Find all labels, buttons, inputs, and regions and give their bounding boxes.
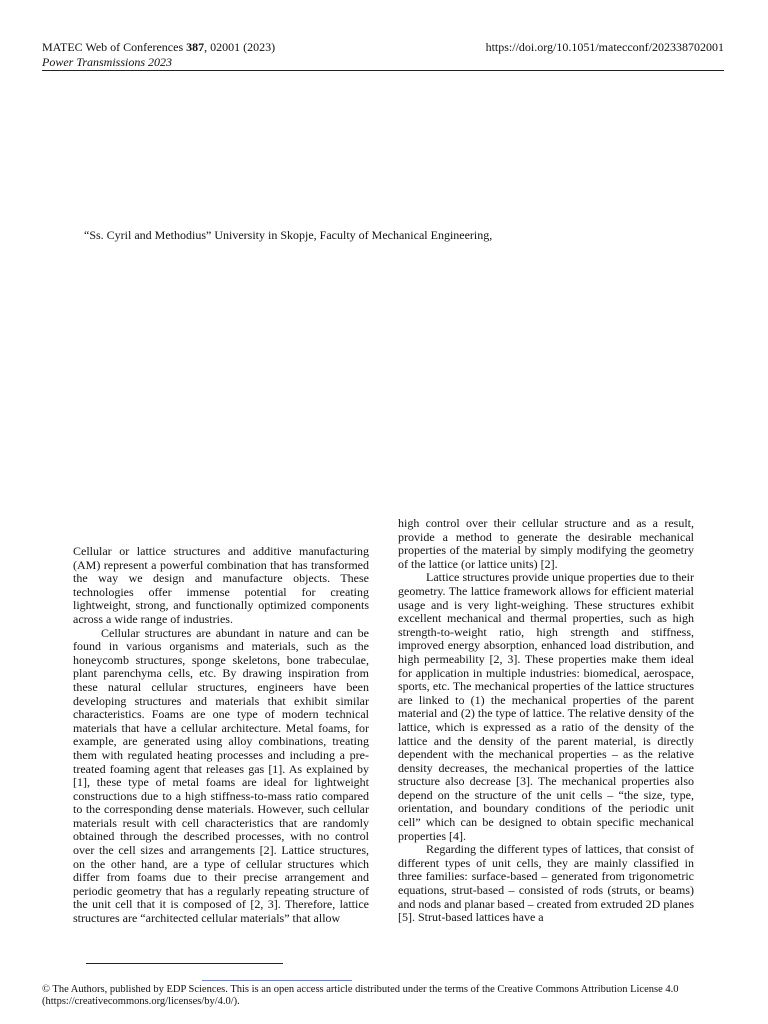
article-number: , 02001 (2023) xyxy=(204,40,276,54)
license-notice xyxy=(42,984,724,1008)
paragraph: Lattice structures provide unique properties due to their geometry. The lattice framework allows for efficient material usage and is very light-weighing. These structures exhibit excellent mechanical and thermal properties, such as high strength-to-weight ratio, high strength and stiffness, improved energy absorption, enhanced load distribution, and high permeability [2, 3]. These properties make them ideal for application in multiple industries: biomedical, aerospace, sports, etc. The mechanical properties of the lattice structures are linked to (1) the mechanical properties of the parent material and (2) the type of lattice. The relative density of the lattice, which is expressed as a ratio of the density of the lattice and the density of the parent material, is directly dependent with the mechanical properties – as the relative density decreases, the mechanical properties of the lattice structure also decrease [3]. The mechanical properties also depend on the structure of the unit cells – “the size, type, orientation, and boundary conditions of the periodic unit cell” which can be designed to obtain specific mechanical properties [4]. xyxy=(398,570,694,843)
header-left xyxy=(42,40,275,70)
journal-line xyxy=(42,40,275,55)
author-affiliation: “Ss. Cyril and Methodius” University in Skopje, Faculty of Mechanical Engineering, xyxy=(84,228,493,242)
doi-link[interactable]: https://doi.org/10.1051/matecconf/202338702001 xyxy=(485,40,724,54)
conference-name: Power Transmissions 2023 xyxy=(42,55,173,69)
header-divider xyxy=(42,70,724,71)
left-column xyxy=(73,545,369,926)
journal-name: MATEC Web of Conferences xyxy=(42,40,187,54)
right-column xyxy=(398,517,694,925)
paragraph: Regarding the different types of lattices, that consist of different types of unit cells, they are mainly classified in three families: surface-based – generated from trigonometric equations, strut-based – consisted of rods (struts, or beams) and nods and planar based – created from extruded 2D planes [5]. Strut-based lattices have a xyxy=(398,842,694,925)
paragraph: Cellular or lattice structures and additive manufacturing (AM) represent a powerful combination that has transformed the way we design and manufacture objects. These technologies offer immense potential for creating lightweight, strong, and functionally optimized components across a wide range of industries. xyxy=(73,544,369,626)
footnote-divider xyxy=(86,963,283,964)
license-text: © The Authors, published by EDP Sciences. This is an open access article distributed under the terms of the Creative Commons Attribution License 4.0 xyxy=(42,984,679,995)
license-url[interactable]: (https://creativecommons.org/licenses/by/4.0/). xyxy=(42,996,240,1007)
paragraph: high control over their cellular structure and as a result, provide a method to generate the desirable mechanical properties of the material by simply modifying the geometry of the lattice (or lattice units) [2]. xyxy=(398,516,694,571)
volume-number: 387 xyxy=(186,40,205,54)
paragraph: Cellular structures are abundant in nature and can be found in various organisms and materials, such as the honeycomb structures, sponge skeletons, bone trabeculae, plant parenchyma cells, etc. By drawing inspiration from these natural cellular structures, engineers have been developing structures and materials that exhibit similar characteristics. Foams are one type of modern technical materials that have a cellular architecture. Metal foams, for example, are generated using alloy combinations, treating them with regulated heating processes and including a pre-treated foaming agent that releases gas [1]. As explained by [1], these type of metal foams are ideal for lightweight constructions due to a high stiffness-to-mass ratio compared to the corresponding dense materials. However, such cellular materials result with cell characteristics that are randomly obtained through the described processes, with no control over the cell sizes and arrangements [2]. Lattice structures, on the other hand, are a type of cellular structures which differ from foams due to their precise arrangement and periodic geometry that has a regularly repeating structure of the unit cell that it is composed of [2, 3]. Therefore, lattice structures are “architected cellular materials” that allow xyxy=(73,625,369,926)
link-underline xyxy=(202,980,352,981)
